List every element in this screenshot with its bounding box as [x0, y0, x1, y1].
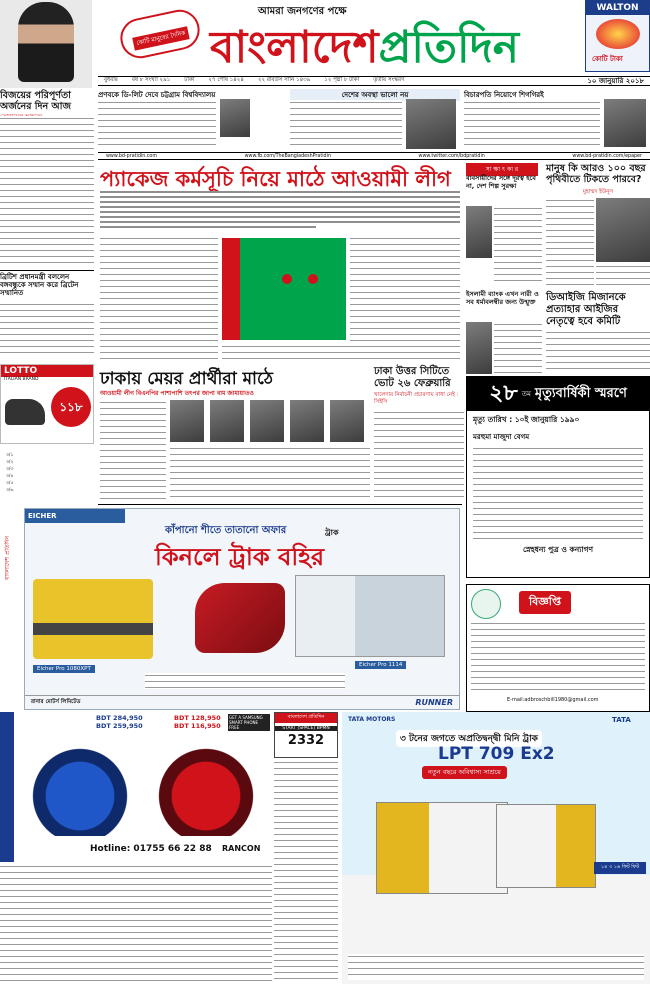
left-column-text — [0, 116, 94, 268]
tata-ad[interactable]: TATA MOTORS TATA ৩ টনের জগতে অপ্রতিদ্বন্দ্বী মিনি ট্রাক LPT 709 Ex2 নতুন বছরে অবিশ্বাস্য সাশ্রয়ে ১৪ ৩ ১৬ ফিট ফিট — [342, 712, 650, 984]
memorial-number: ২৮ — [489, 380, 518, 406]
memorial-box: ২৮ তম মৃত্যুবার্ষিকী স্মরণে মৃত্যু তারিখ : ১০ই জানুয়ারি ১৯৯০ মরহুমা মাজুদা বেগম স্নেহধন্য পুত্র ও কন্যাগণ — [466, 376, 650, 578]
third-headline: ঢাকা উত্তর সিটিতে ভোট ২৬ ফেব্রুয়ারি — [374, 366, 451, 389]
facebook-link[interactable]: www.fb.com/TheBangladeshPratidin — [244, 153, 331, 159]
date-hijri: ২২ রবিউস সানি ১৪৩৯ — [257, 77, 311, 83]
masthead-badge: কোটি মানুষের দৈনিক — [117, 6, 204, 62]
lead-flag-graphic — [222, 238, 346, 340]
top-story-3[interactable]: বিচারপতি নিয়োগে শিগগিরই — [464, 89, 650, 151]
date-day: বুধবার — [104, 77, 118, 83]
date-edition: তৃতীয় সংস্করণ — [373, 77, 405, 83]
interview-label: সা ক্ষা ৎ কা র — [466, 163, 538, 176]
twitter-link[interactable]: www.twitter.com/bdpratidin — [418, 153, 485, 159]
notice-box — [466, 584, 650, 712]
dateline-bar — [98, 76, 650, 86]
yunus-headline: মানুষ কি আরও ১০০ বছর পৃথিবীতে টিকতে পারবে? — [546, 163, 646, 185]
lotto-ad[interactable]: LOTTO ITALIAN BRAND ১১৮ — [0, 364, 94, 444]
yunus-photo — [596, 198, 650, 262]
dig-headline: ডিআইজি মিজানকে প্রত্যাহার আইজির নেতৃত্বে হবে কমিটি — [546, 292, 626, 327]
tagline: আমরা জনগণের পক্ষে — [258, 6, 347, 17]
interview-headline: ব্যবসায়ীদের সঙ্গে দূরত্ব হবে না, দেশ শিল্প সুরক্ষা — [466, 174, 536, 190]
sms-box: বাংলাদেশ প্রতিদিন START (SPACE) BPMN 2332 — [274, 712, 338, 758]
top-story-2[interactable]: দেশের অবস্থা ভালো নয় — [290, 89, 460, 151]
memorial-name: মরহুমা মাজুদা বেগম — [473, 433, 530, 441]
epaper-link[interactable]: www.bd-pratidin.com/epaper — [572, 153, 642, 159]
date-issue: বর্ষ ৮ সংখ্যা ২৯১ — [131, 77, 171, 83]
second-headline: ঢাকায় মেয়র প্রার্থীরা মাঠে — [100, 369, 273, 389]
vertical-mark: বাংলাদেশ প্রতিদিন — [4, 535, 11, 580]
suzuki-ad[interactable]: BDT 284,950 BDT 259,950 BDT 128,950 BDT 116,950 GET A SAMSUNG SMART PHONE FREE Hotline: 01755 66 22 88 RANCON — [0, 712, 272, 862]
side-dates: ৩/১ ৩/২ ৩/৩ ৩/৪ ৩/৫ ৩/৬ — [6, 453, 14, 493]
website-link[interactable]: www.bd-pratidin.com — [106, 153, 158, 159]
masthead-title: বাংলাদেশপ্রতিদিন — [210, 22, 519, 73]
memorial-date: মৃত্যু তারিখ : ১০ই জানুয়ারি ১৯৯০ — [473, 415, 580, 424]
left-story-2: ব্রিটিশ প্রধানমন্ত্রী বললেন বঙ্গবন্ধুকে সম্মান করে ব্রিটেন সম্মানিত — [0, 270, 94, 284]
date-gregorian: ১০ জানুয়ারি ২০১৮ — [587, 77, 644, 85]
interview-headline-2: ইসলামী ব্যাংক এখন নারী ও সব ধর্মাবলম্বীর জন্য উন্মুক্ত — [466, 290, 539, 306]
eicher-ad[interactable]: EICHER কাঁপানো শীতে তাতানো অফার কিনলে ট্রাক বহির ট্রাক Eicher Pro 1080XPT Eicher Pro 1114 রানার মোটর্স লিমিটেড RUNNER — [24, 508, 460, 710]
interview-photo-2 — [466, 322, 492, 374]
second-sub: আওয়ামী লীগ বিএনপির পাশাপাশি তৎপর জাপা বাম জামায়াতও — [100, 390, 254, 397]
lead-intro — [100, 191, 460, 233]
links-row — [98, 152, 650, 160]
third-sub: খালেদার নির্বাচনী প্রচারণায় বাধা নেই : সিইসি — [374, 392, 459, 405]
masthead-portrait — [0, 0, 92, 88]
date-pages: ১২ পৃষ্ঠা ৮ টাকা — [324, 77, 360, 83]
yunus-byline: মুহাম্মদ ইউনূস — [582, 189, 614, 195]
memorial-footer: স্নেহধন্য পুত্র ও কন্যাগণ — [522, 545, 594, 554]
interview-photo-1 — [466, 206, 492, 258]
memorial-title: মৃত্যুবার্ষিকী স্মরণে — [534, 385, 627, 401]
notice-email[interactable]: E-mail:adbroschbill1980@gmail.com — [507, 697, 599, 703]
date-bangla: ২৭ পৌষ ১৪২৪ — [208, 77, 244, 83]
notice-title: বিজ্ঞপ্তি — [519, 591, 571, 614]
date-city: ঢাকা — [184, 77, 195, 83]
candidate-photos — [170, 400, 370, 442]
top-story-1[interactable]: প্রণবকে ডি-লিট দেবে চট্টগ্রাম বিশ্ববিদ্যালয় — [98, 89, 286, 151]
masthead-left-headline: বিজয়ের পরিপূর্ণতা অর্জনের দিন আজ — [0, 90, 72, 112]
walton-ad[interactable]: WALTON কোটি টাকা — [585, 0, 650, 72]
lead-headline: প্যাকেজ কর্মসূচি নিয়ে মাঠে আওয়ামী লীগ — [100, 167, 451, 191]
